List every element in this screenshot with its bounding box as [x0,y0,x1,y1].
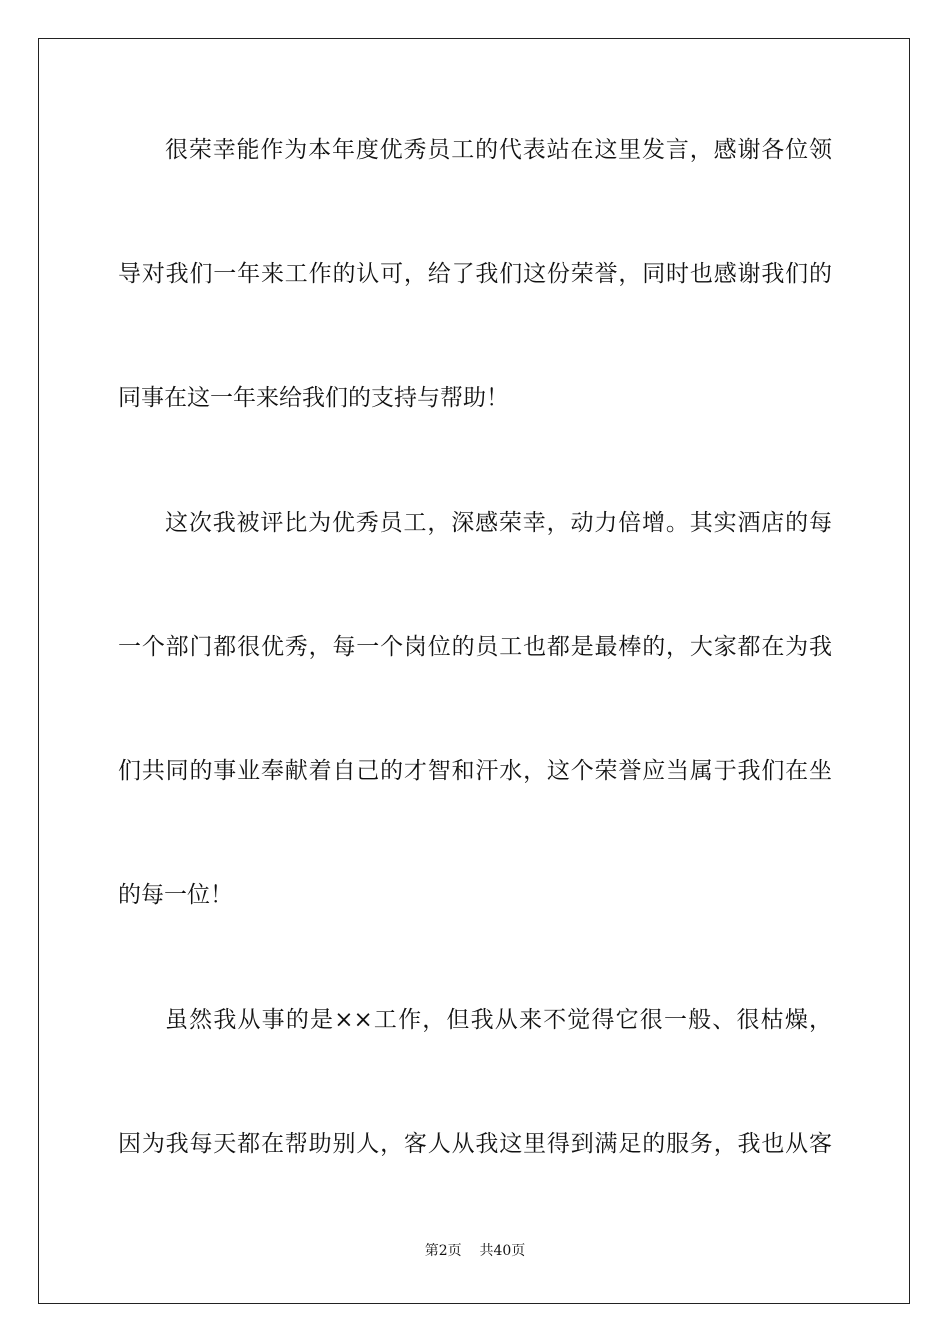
paragraph-1-line-3: 同事在这一年来给我们的支持与帮助！ [118,385,509,411]
page-total: 共40页 [479,1243,526,1259]
page-number: 第2页 [424,1243,462,1259]
paragraph-1-line-2: 导对我们一年来工作的认可，给了我们这份荣誉，同时也感谢我们的 [118,261,832,287]
paragraph-2-line-4: 的每一位！ [118,882,233,908]
paragraph-2-line-1: 这次我被评比为优秀员工，深感荣幸，动力倍增。其实酒店的每 [165,510,832,536]
page-footer [0,1240,950,1260]
paragraph-2-line-2: 一个部门都很优秀，每一个岗位的员工也都是最棒的，大家都在为我 [118,634,832,660]
paragraph-1-line-1: 很荣幸能作为本年度优秀员工的代表站在这里发言，感谢各位领 [165,137,832,163]
page-border [38,38,910,1304]
paragraph-3-line-2: 因为我每天都在帮助别人，客人从我这里得到满足的服务，我也从客 [118,1131,832,1157]
paragraph-2-line-3: 们共同的事业奉献着自己的才智和汗水，这个荣誉应当属于我们在坐 [118,758,832,784]
paragraph-3-line-1: 虽然我从事的是××工作，但我从来不觉得它很一般、很枯燥， [165,1007,832,1033]
